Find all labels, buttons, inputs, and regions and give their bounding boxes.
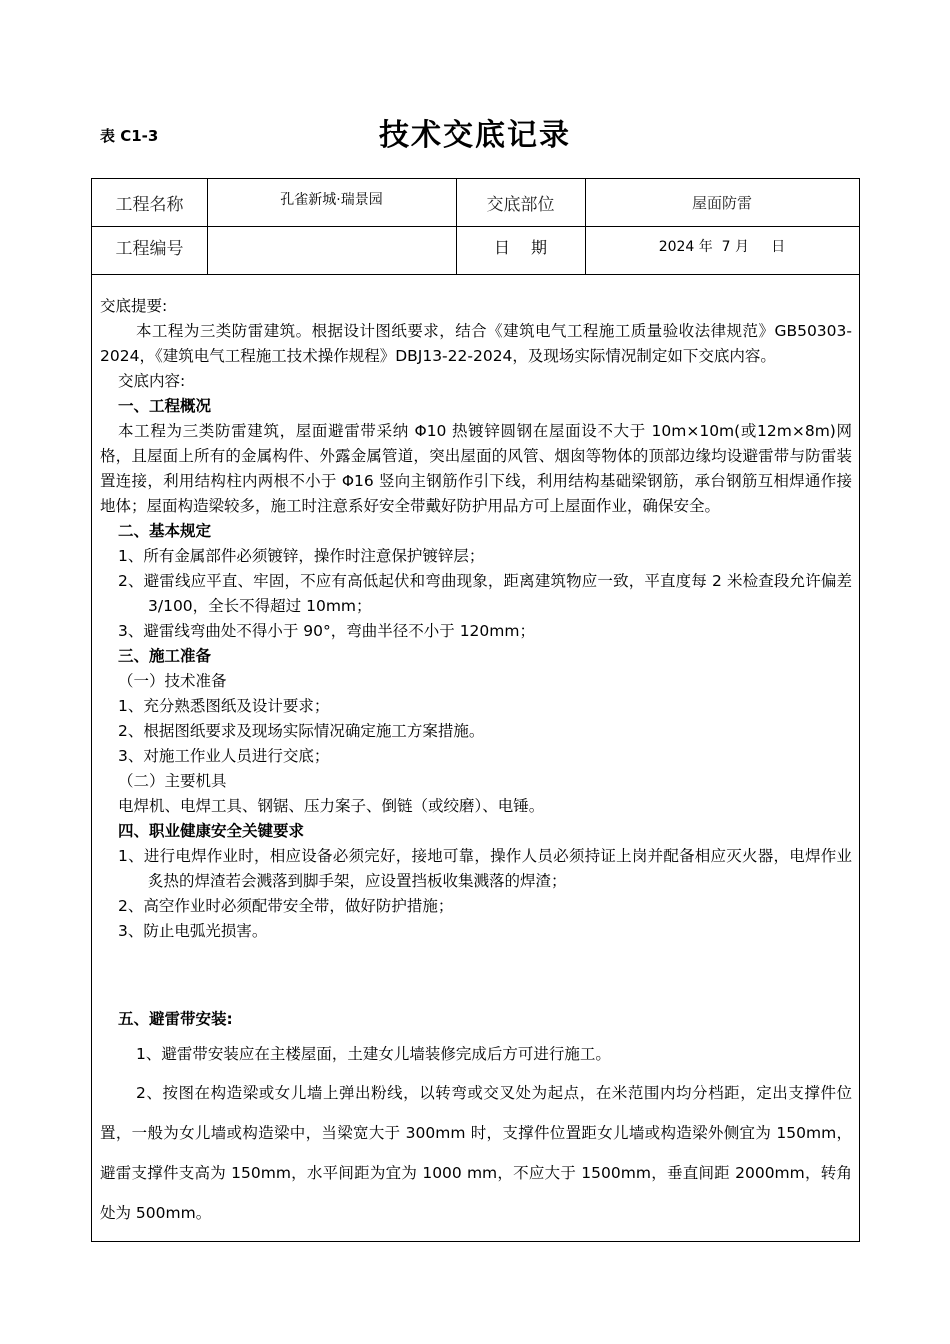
section-3-tools: 电焊机、电焊工具、钢锯、压力案子、倒链（或绞磨）、电锤。	[118, 797, 545, 815]
section-1-text: 本工程为三类防雷建筑，屋面避雷带采纳 Φ10 热镀锌圆钢在屋面设不大于 10m×10m(或12m×8m)网格，且屋面上所有的金属构件、外露金属管道，突出屋面的风管、烟囱等物体的顶部边缘均设避雷带与防雷装置连接，利用结构柱内两根不小于 Φ16 竖向主钢筋作引下线，利用结构基础梁钢筋，承台钢筋互相焊通作接地体；屋面构造梁较多，施工时注意系好安全带戴好防护用品方可上屋面作业，确保安全。	[100, 422, 852, 515]
section-3-item: 3、对施工作业人员进行交底；	[118, 747, 330, 765]
part-label: 交底部位	[486, 195, 555, 215]
section-1-title: 一、工程概况	[118, 397, 212, 415]
page-title: 技术交底记录	[379, 118, 571, 153]
section-4-title: 四、职业健康安全关键要求	[118, 822, 305, 840]
section-3-subtitle: （一）技术准备	[118, 672, 227, 690]
summary-label: 交底提要:	[100, 297, 168, 315]
section-4-item: 1、进行电焊作业时，相应设备必须完好，接地可靠，操作人员必须持证上岗并配备相应灭火器，电焊作业炙热的焊渣若会溅落到脚手架，应设置挡板收集溅落的焊渣；	[118, 847, 852, 890]
section-2-item: 2、避雷线应平直、牢固，不应有高低起伏和弯曲现象，距离建筑物应一致，平直度每 2 米检查段允许偏差 3/100，全长不得超过 10mm；	[118, 572, 852, 615]
project-no-label: 工程编号	[115, 238, 184, 259]
row-divider	[92, 274, 859, 275]
content-label: 交底内容:	[118, 372, 186, 390]
section-2-item: 1、所有金属部件必须镀锌，操作时注意保护镀锌层；	[118, 547, 485, 565]
section-3-subtitle: （二）主要机具	[118, 772, 227, 790]
section-4-item: 2、高空作业时必须配带安全带，做好防护措施；	[118, 897, 454, 915]
section-3-item: 2、根据图纸要求及现场实际情况确定施工方案措施。	[118, 722, 485, 740]
project-no-value	[207, 226, 456, 274]
section-5-title: 五、避雷带安装:	[118, 1010, 233, 1028]
project-name-value: 孔雀新城·瑞景园	[280, 192, 383, 208]
section-4-item: 3、防止电弧光损害。	[118, 922, 268, 940]
project-name-label: 工程名称	[115, 195, 184, 215]
date-label: 日 期	[493, 237, 548, 257]
form-number: 表 C1-3	[100, 127, 159, 145]
section-5-item: 2、按图在构造梁或女儿墙上弹出粉线，以转弯或交叉处为起点，在米范围内均分档距，定出支撑件位置，一般为女儿墙或构造梁中，当梁宽大于 300mm 时，支撑件位置距女儿墙或构造梁外侧宜为 150mm，避雷支撑件支高为 150mm，水平间距为宜为 1000 mm，不应大于 1500mm，垂直间距 2000mm，转角处为 500mm。	[100, 1084, 852, 1222]
section-3-title: 三、施工准备	[118, 647, 212, 665]
section-5	[100, 1007, 852, 1233]
disclosure-body	[100, 294, 852, 944]
section-2-item: 3、避雷线弯曲处不得小于 90°，弯曲半径不小于 120mm；	[118, 622, 535, 640]
summary-text: 本工程为三类防雷建筑。根据设计图纸要求，结合《建筑电气工程施工质量验收法律规范》GB50303-2024，《建筑电气工程施工技术操作规程》DBJ13-22-2024，及现场实际情况制定如下交底内容。	[100, 322, 852, 365]
part-value: 屋面防雷	[691, 194, 752, 212]
section-3-item: 1、充分熟悉图纸及设计要求；	[118, 697, 330, 715]
section-2-title: 二、基本规定	[118, 522, 212, 540]
section-5-item: 1、避雷带安装应在主楼屋面，土建女儿墙装修完成后方可进行施工。	[136, 1045, 611, 1063]
date-value: 2024 年 7 月 日	[658, 239, 786, 255]
